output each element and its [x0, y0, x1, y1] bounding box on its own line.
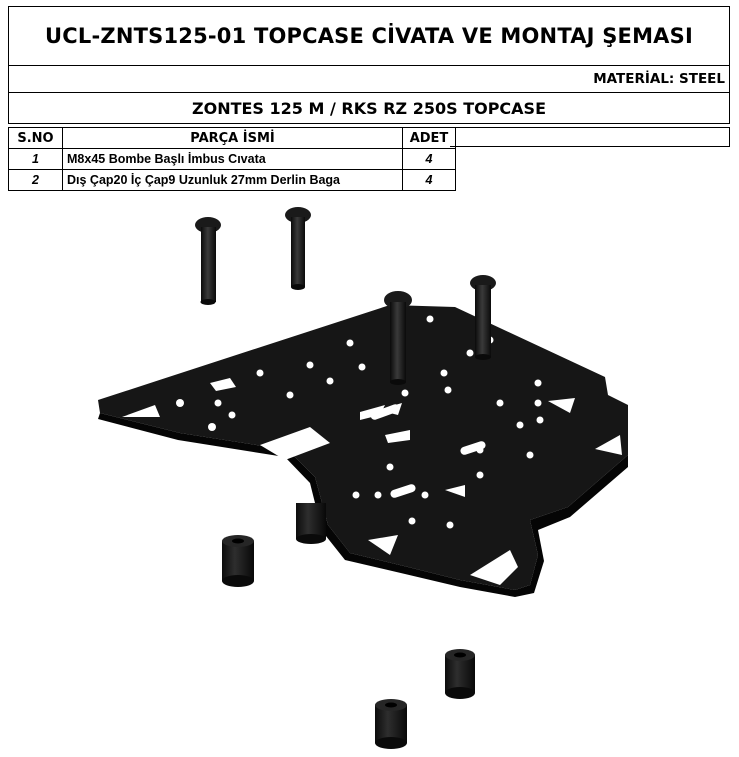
topcase-rack-plate [98, 305, 628, 597]
header-no: S.NO [9, 128, 63, 149]
row-qty: 4 [403, 149, 456, 170]
bolt-2 [285, 207, 311, 290]
row-qty: 4 [403, 170, 456, 191]
table-header-row [9, 128, 456, 149]
row-no: 1 [9, 149, 63, 170]
document-sheet [8, 6, 730, 124]
header-part-name: PARÇA İSMİ [63, 128, 403, 149]
spacer-3 [445, 649, 475, 699]
document-title: UCL-ZNTS125-01 TOPCASE CİVATA VE MONTAJ ŞEMASI [8, 6, 730, 66]
model-title: ZONTES 125 M / RKS RZ 250S TOPCASE [8, 93, 730, 124]
spacer-4 [375, 699, 407, 749]
material-label: MATERİAL: STEEL [8, 66, 730, 93]
row-part-name: M8x45 Bombe Başlı İmbus Cıvata [63, 149, 403, 170]
table-row [9, 170, 456, 191]
parts-table [8, 127, 456, 191]
table-side-cell [450, 127, 730, 147]
spacer-2 [222, 535, 254, 587]
bolt-1 [195, 217, 221, 305]
row-part-name: Dış Çap20 İç Çap9 Uzunluk 27mm Derlin Baga [63, 170, 403, 191]
spacer-1 [296, 503, 326, 544]
header-qty: ADET [403, 128, 456, 149]
assembly-illustration [60, 205, 660, 755]
table-row [9, 149, 456, 170]
row-no: 2 [9, 170, 63, 191]
